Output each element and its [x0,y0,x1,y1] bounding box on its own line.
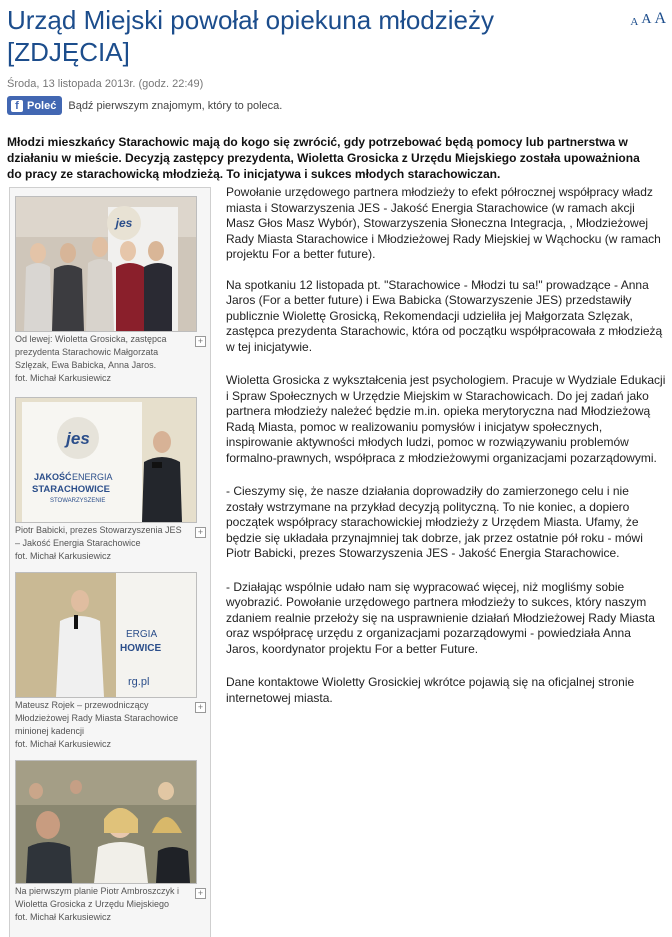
jes-logo-text: jes [115,216,133,230]
svg-text:rg.pl: rg.pl [128,676,150,688]
photo-credit: fot. Michał Karkusiewicz [15,373,112,383]
jes-logo-text: jes [66,429,90,448]
expand-plus-icon[interactable]: + [195,527,206,538]
article-paragraph: Dane kontaktowe Wioletty Grosickiej wkrótce pojawią się na oficjalnej stronie internetowej miasta. [226,675,635,705]
photo-credit: fot. Michał Karkusiewicz [15,551,112,561]
photo-caption: Piotr Babicki, prezes Stowarzyszenia JES – Jakość Energia Starachowice fot. Michał Karkusiewicz [15,524,185,563]
article-date: Środa, 13 listopada 2013r. (godz. 22:49) [7,78,204,90]
article-title: Urząd Miejski powołał opiekuna młodzieży [ZDJĘCIA] [7,5,494,67]
gallery-photo[interactable] [15,572,197,698]
banner-line1a: JAKOŚĆ [34,472,72,482]
banner-line2: STARACHOWICE [32,484,110,495]
photo-credit: fot. Michał Karkusiewicz [15,739,112,749]
facebook-recommend-button[interactable] [7,96,62,115]
svg-text:HOWICE: HOWICE [120,643,162,654]
expand-plus-icon[interactable]: + [195,336,206,347]
photo-credit: fot. Michał Karkusiewicz [15,912,112,922]
article-paragraph: Wioletta Grosicka z wykształcenia jest psychologiem. Pracuje w Wydziale Edukacji i Spraw Społecznych w Urzędzie Miejskim w Starachowicach. Do jej zadań jako partnera młodzieży należeć będzie m.in. opieka merytoryczna nad Młodzieżową Radą Miasta, pomoc w realizowaniu pomysłów i inicjatyw społecznych, inspirowanie aktywności młodych ludzi, pomoc w rozwiązywaniu problemów formalno-prawnych, współpraca z młodzieżowymi organizacjami pozarządowymi. [226,373,666,465]
article-paragraph: Na spotkaniu 12 listopada pt. "Starachowice - Młodzi tu sa!" prowadzące - Anna Jaros (For a better future) i Ewa Babicka (Stowarzyszenie JES) przedstawiły publicznie Wiolettę Grosicką, Rekomendacji udzieliła jej Małgorzata Szlęzak, zastępca prezydenta Starachowic, która od początku współpracowała z młodzieżą w tej inicjatywie. [226,277,663,354]
photo-caption: Od lewej: Wioletta Grosicka, zastępca prezydenta Starachowic Małgorzata Szlęzak, Ewa Babicka, Anna Jaros. fot. Michał Karkusiewicz [15,333,185,385]
photo-gallery [9,187,211,937]
svg-text:ERGIA: ERGIA [126,629,158,640]
expand-plus-icon[interactable]: + [195,888,206,899]
article-paragraph: - Działając wspólnie udało nam się wypracować więcej, niż mogliśmy sobie wyobrazić. Powołanie urzędowego partnera młodzieży to sukces, który naszym zdaniem realnie przełoży się na usprawnienie działań Młodzieżowej Rady Miasta oraz współpracę urzędu z organizacjami pozarządowymi - powiedziała Anna Jaros, koordynator projektu For a better Future. [226,579,655,656]
font-size-small-button[interactable]: A [630,16,639,28]
article-lead: Młodzi mieszkańcy Starachowic mają do kogo się zwrócić, gdy potrzebować będą pomocy lub partnerstwa w działaniu w mieście. Decyzją zastępcy prezydenta, Wioletta Grosicka z Urzędu Miejskiego została upoważniona do pracy ze starachowicką młodzieżą. To inicjatywa i sukces młodych starachowiczan. [7,135,640,181]
font-size-switcher [630,10,666,28]
facebook-like-bar [7,96,282,115]
facebook-icon: f [11,100,23,112]
article-paragraph: - Cieszymy się, że nasze działania doprowadziły do zamierzonego celu i nie zostały wstrzymane na przykład decyzją polityczną. To nie koniec, a dopiero początek współpracy starachowickiej młodzieży z Urzędem Miasta. Ufamy, że będzie się układała przynajmniej tak dobrze, jak przez ostatnie pół roku - mówi Piotr Babicki, prezes Stowarzyszenia JES - Jakość Energia Starachowice. [226,484,643,560]
gallery-photo[interactable] [15,397,197,523]
article-body [226,185,666,706]
article-paragraph: Powołanie urzędowego partnera młodzieży to efekt półrocznej współpracy władz miasta i Stowarzyszenia JES - Jakość Energia Starachowice (w ramach akcji Masz Głos Masz Wybór), Stowarzyszenia Słoneczna Integracja, , Młodzieżowej Rady Miasta Starachowice i Młodzieżowej Rady Miejskiej w Wąchocku (w ramach projektu For a better future). [226,185,661,261]
photo-caption: Na pierwszym planie Piotr Ambroszczyk i Wioletta Grosicka z Urzędu Miejskiego fot. Michał Karkusiewicz [15,885,185,924]
gallery-photo[interactable] [15,760,197,884]
banner-line1b: ENERGIA [72,472,113,482]
banner-line3: STOWARZYSZENIE [50,498,106,504]
font-size-medium-button[interactable]: A [641,12,652,27]
font-size-large-button[interactable]: A [654,10,666,27]
expand-plus-icon[interactable]: + [195,702,206,713]
gallery-photo[interactable] [15,196,197,332]
photo-caption: Mateusz Rojek – przewodniczący Młodzieżowej Rady Miasta Starachowice minionej kadencji fot. Michał Karkusiewicz [15,699,185,751]
facebook-recommend-label: Poleć [27,99,57,112]
facebook-social-text: Bądź pierwszym znajomym, który to poleca. [68,99,283,112]
